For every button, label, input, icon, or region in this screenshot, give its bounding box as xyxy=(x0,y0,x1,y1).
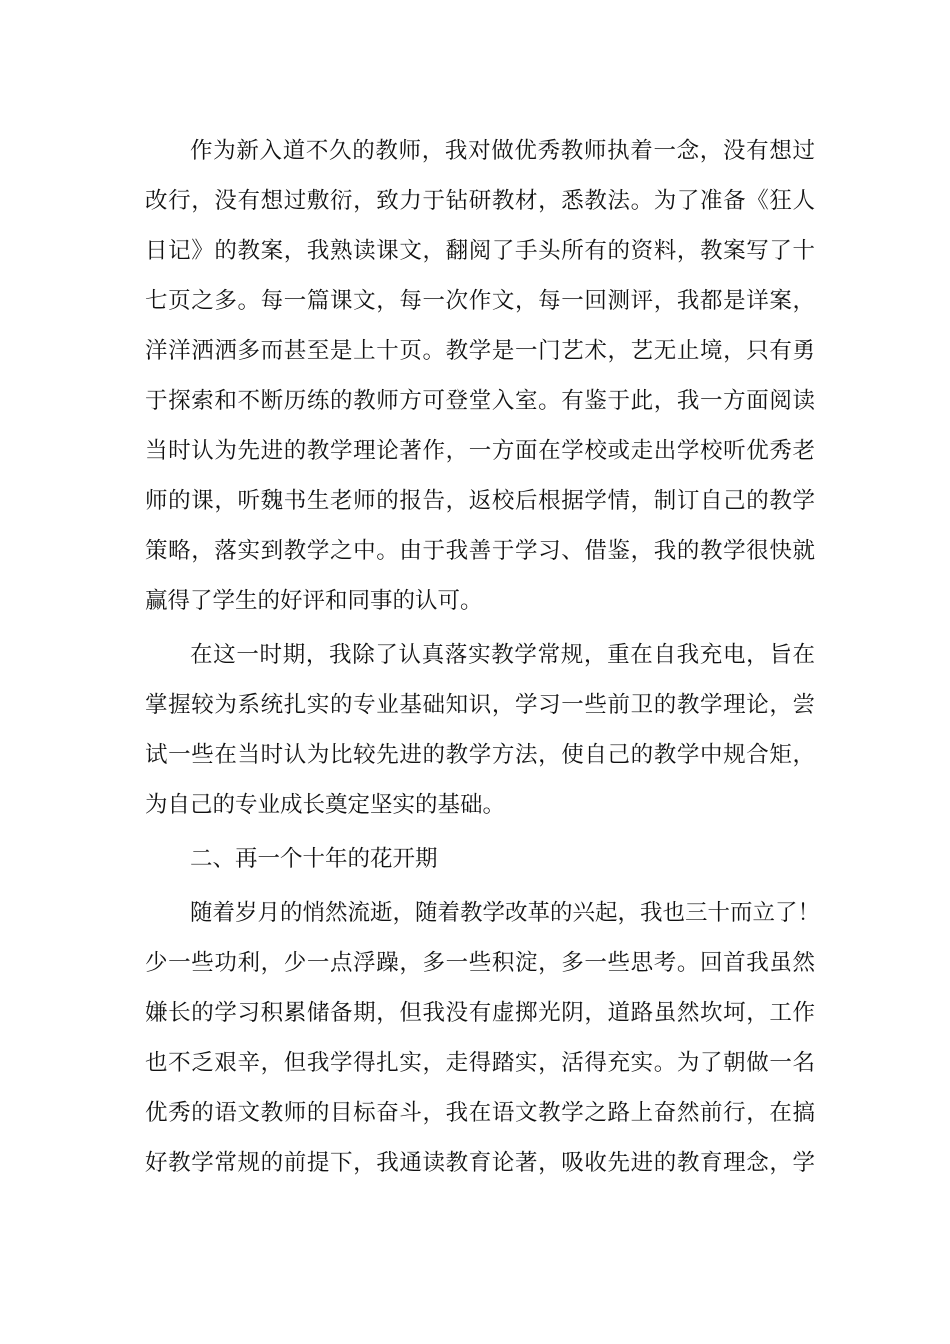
section-heading: 二、再一个十年的花开期 xyxy=(190,846,438,872)
paragraph-1-line: 策略，落实到教学之中。由于我善于学习、借鉴，我的教学很快就 xyxy=(145,538,815,564)
paragraph-3-line: 优秀的语文教师的目标奋斗，我在语文教学之路上奋然前行，在搞 xyxy=(145,1100,815,1126)
paragraph-1-line: 于探索和不断历练的教师方可登堂入室。有鉴于此，我一方面阅读 xyxy=(145,388,815,414)
paragraph-3-line: 也不乏艰辛，但我学得扎实，走得踏实，活得充实。为了朝做一名 xyxy=(145,1050,815,1076)
paragraph-1-line: 改行，没有想过敷衍，致力于钻研教材，悉教法。为了准备《狂人 xyxy=(145,188,815,214)
paragraph-3-line: 少一些功利，少一点浮躁，多一些积淀，多一些思考。回首我虽然 xyxy=(145,950,815,976)
paragraph-2-line: 在这一时期，我除了认真落实教学常规，重在自我充电，旨在 xyxy=(190,642,815,668)
paragraph-1-line: 师的课，听魏书生老师的报告，返校后根据学情，制订自己的教学 xyxy=(145,488,815,514)
paragraph-1-line: 七页之多。每一篇课文，每一次作文，每一回测评，我都是详案， xyxy=(145,288,815,314)
paragraph-1-line: 当时认为先进的教学理论著作，一方面在学校或走出学校听优秀老 xyxy=(145,438,815,464)
paragraph-1-line: 赢得了学生的好评和同事的认可。 xyxy=(145,588,483,614)
paragraph-3-line: 嫌长的学习积累储备期，但我没有虚掷光阴，道路虽然坎坷，工作 xyxy=(145,1000,815,1026)
paragraph-1-line: 洋洋洒洒多而甚至是上十页。教学是一门艺术，艺无止境，只有勇 xyxy=(145,338,815,364)
paragraph-2-line: 试一些在当时认为比较先进的教学方法，使自己的教学中规合矩， xyxy=(145,742,815,768)
paragraph-2-line: 为自己的专业成长奠定坚实的基础。 xyxy=(145,792,506,818)
paragraph-1-line: 日记》的教案，我熟读课文，翻阅了手头所有的资料，教案写了十 xyxy=(145,238,815,264)
paragraph-3-line: 好教学常规的前提下，我通读教育论著，吸收先进的教育理念，学 xyxy=(145,1150,815,1176)
paragraph-3-line: 随着岁月的悄然流逝，随着教学改革的兴起，我也三十而立了！ xyxy=(190,900,821,926)
paragraph-1-line: 作为新入道不久的教师，我对做优秀教师执着一念，没有想过 xyxy=(190,138,815,164)
paragraph-2-line: 掌握较为系统扎实的专业基础知识，学习一些前卫的教学理论，尝 xyxy=(145,692,815,718)
